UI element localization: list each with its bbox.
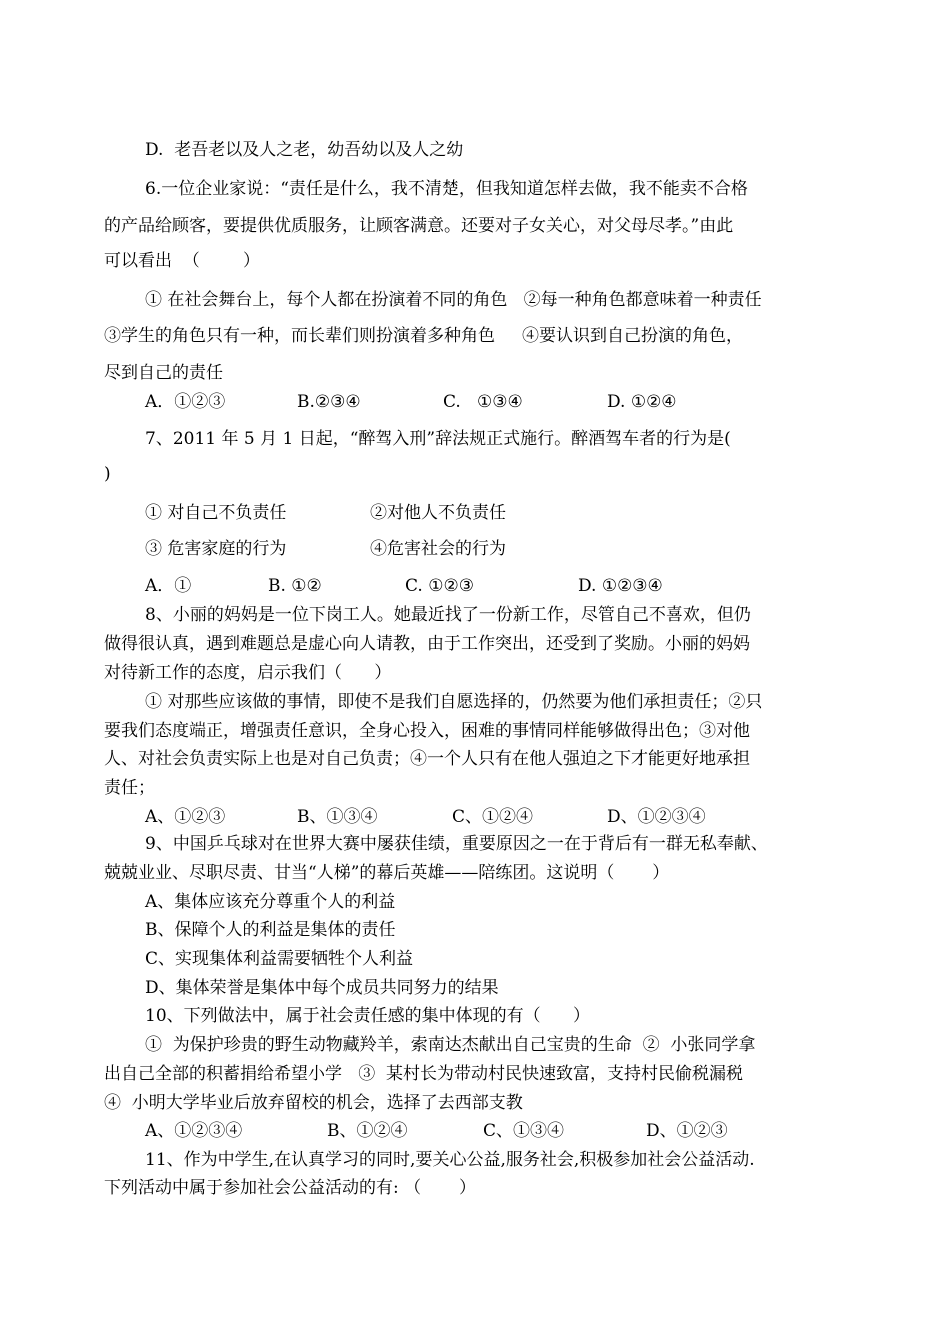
q8-stem-line-1: 8、小丽的妈妈是一位下岗工人。她最近找了一份新工作，尽管自己不喜欢，但仍 xyxy=(145,605,751,625)
q8-stem-line-3: 对待新工作的态度，启示我们（ ） xyxy=(104,663,392,683)
q5-option-d: D. 老吾老以及人之老，幼吾幼以及人之幼 xyxy=(145,140,464,160)
q6-stem-line-2: 的产品给顾客，要提供优质服务，让顾客满意。还要对子女关心，对父母尽孝。”由此 xyxy=(104,216,734,236)
q6-statement-1: ① 在社会舞台上，每个人都在扮演着不同的角色 ②每一种角色都意味着一种责任 xyxy=(145,290,762,310)
q6-statement-2: ③学生的角色只有一种，而长辈们则扮演着多种角色 ④要认识到自己扮演的角色， xyxy=(104,326,744,346)
q7-statement-2: ②对他人不负责任 xyxy=(370,503,506,523)
q7-option-c[interactable]: C. ①②③ xyxy=(405,576,474,596)
q10-statement-1: ① 为保护珍贵的野生动物藏羚羊，索南达杰献出自己宝贵的生命 ② 小张同学拿 xyxy=(145,1035,756,1055)
q11-stem-line-2: 下列活动中属于参加社会公益活动的有: （ ） xyxy=(104,1178,476,1198)
q9-stem-line-1: 9、中国乒乓球对在世界大赛中屡获佳绩，重要原因之一在于背后有一群无私奉献、 xyxy=(145,834,768,854)
q7-statement-3: ③ 危害家庭的行为 xyxy=(145,539,287,559)
q7-stem-line-2: ) xyxy=(104,464,111,484)
q8-statement-4: 责任； xyxy=(104,778,155,798)
q10-statement-3: ④ 小明大学毕业后放弃留校的机会，选择了去西部支教 xyxy=(104,1093,523,1113)
q11-stem-line-1: 11、作为中学生,在认真学习的同时,要关心公益,服务社会,积极参加社会公益活动. xyxy=(145,1150,755,1170)
q6-statement-3: 尽到自己的责任 xyxy=(104,363,223,383)
q10-statement-2: 出自己全部的积蓄捐给希望小学 ③ 某村长为带动村民快速致富，支持村民偷税漏税 xyxy=(104,1064,744,1084)
q9-option-a[interactable]: A、集体应该充分尊重个人的利益 xyxy=(145,892,396,912)
q6-stem-line-3: 可以看出 （ ） xyxy=(104,251,261,271)
q10-option-d[interactable]: D、①②③ xyxy=(646,1121,728,1141)
q8-option-b[interactable]: B、①③④ xyxy=(297,807,378,827)
q7-statement-1: ① 对自己不负责任 xyxy=(145,503,287,523)
q8-statement-2: 要我们态度端正，增强责任意识，全身心投入，困难的事情同样能够做得出色；③对他 xyxy=(104,721,750,741)
q10-option-a[interactable]: A、①②③④ xyxy=(145,1121,243,1141)
q9-option-b[interactable]: B、保障个人的利益是集体的责任 xyxy=(145,920,396,940)
q8-statement-1: ① 对那些应该做的事情，即使不是我们自愿选择的，仍然要为他们承担责任；②只 xyxy=(145,692,763,712)
q7-statement-4: ④危害社会的行为 xyxy=(370,539,506,559)
q7-options xyxy=(0,575,950,597)
q9-option-d[interactable]: D、集体荣誉是集体中每个成员共同努力的结果 xyxy=(145,978,499,998)
q7-stem-line-1: 7、2011 年 5 月 1 日起，“醉驾入刑”辞法规正式施行。醉酒驾车者的行为是( xyxy=(145,429,731,449)
q7-option-a[interactable]: A．① xyxy=(145,576,192,596)
q8-option-a[interactable]: A、①②③ xyxy=(145,807,226,827)
q8-statement-3: 人、对社会负责实际上也是对自己负责；④一个人只有在他人强迫之下才能更好地承担 xyxy=(104,749,750,769)
q7-option-b[interactable]: B. ①② xyxy=(268,576,322,596)
q10-stem-line-1: 10、下列做法中，属于社会责任感的集中体现的有（ ） xyxy=(145,1006,591,1026)
q10-option-b[interactable]: B、①②④ xyxy=(327,1121,408,1141)
q8-stem-line-2: 做得很认真，遇到难题总是虚心向人请教，由于工作突出，还受到了奖励。小丽的妈妈 xyxy=(104,634,750,654)
q8-options xyxy=(0,806,950,828)
q6-stem-line-1: 6.一位企业家说：“责任是什么，我不清楚，但我知道怎样去做，我不能卖不合格 xyxy=(145,179,748,199)
q6-option-a[interactable]: A．①②③ xyxy=(145,392,226,412)
q10-options xyxy=(0,1120,950,1142)
q9-stem-line-2: 兢兢业业、尽职尽责、甘当“人梯”的幕后英雄——陪练团。这说明（ ） xyxy=(104,863,670,883)
q6-options xyxy=(0,391,950,413)
q9-option-c[interactable]: C、实现集体利益需要牺牲个人利益 xyxy=(145,949,414,969)
q6-option-b[interactable]: B.②③④ xyxy=(297,392,361,412)
q6-option-c[interactable]: C. ①③④ xyxy=(443,392,523,412)
q8-option-c[interactable]: C、①②④ xyxy=(452,807,534,827)
q10-option-c[interactable]: C、①③④ xyxy=(483,1121,565,1141)
q6-option-d[interactable]: D. ①②④ xyxy=(607,392,677,412)
q8-option-d[interactable]: D、①②③④ xyxy=(607,807,706,827)
q7-option-d[interactable]: D. ①②③④ xyxy=(578,576,663,596)
